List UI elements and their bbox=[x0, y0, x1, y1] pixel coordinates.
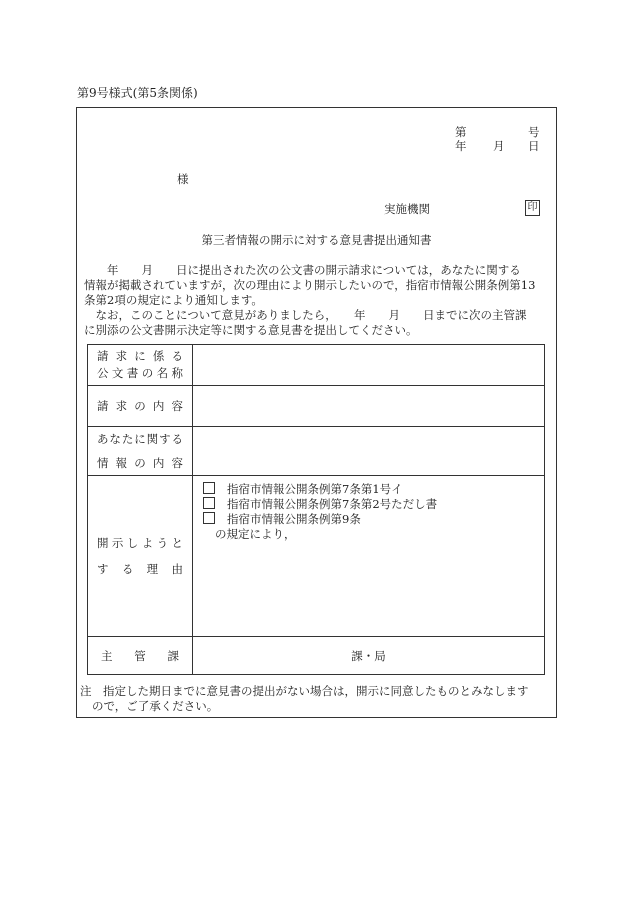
checkbox-icon[interactable] bbox=[203, 512, 215, 524]
your-info-field[interactable] bbox=[193, 427, 545, 476]
date-month: 月 bbox=[493, 139, 505, 153]
reason-option[interactable]: 指宿市情報公開条例第7条第1号イ bbox=[203, 482, 544, 497]
addressee-suffix: 様 bbox=[177, 172, 189, 186]
footnote bbox=[80, 684, 556, 714]
footnote-line: ので，ご了承ください。 bbox=[92, 699, 219, 713]
reason-option[interactable]: 指宿市情報公開条例第7条第2号ただし書 bbox=[203, 497, 544, 512]
body-text bbox=[84, 263, 554, 338]
body-line: なお，このことについて意見がありましたら， 年 月 日までに次の主管課 bbox=[84, 308, 527, 322]
table-row bbox=[88, 637, 545, 675]
agency-label: 実施機関 bbox=[384, 202, 430, 216]
reason-option[interactable]: 指宿市情報公開条例第9条 bbox=[203, 512, 544, 527]
table-row bbox=[88, 427, 545, 476]
info-table bbox=[87, 344, 545, 675]
request-document-field[interactable] bbox=[193, 345, 545, 386]
table-row bbox=[88, 345, 545, 386]
date-year: 年 bbox=[455, 139, 467, 153]
body-line: に別添の公文書開示決定等に関する意見書を提出してください。 bbox=[84, 323, 418, 337]
table-row bbox=[88, 476, 545, 637]
checkbox-icon[interactable] bbox=[203, 497, 215, 509]
body-line: 情報が掲載されていますが，次の理由により開示したいので，指宿市情報公開条例第13 bbox=[84, 278, 536, 292]
reason-tail: の規定により， bbox=[215, 527, 296, 541]
your-info-label: あなたに関する 情報の内容 bbox=[88, 427, 193, 476]
number-suffix: 号 bbox=[528, 125, 540, 139]
number-prefix: 第 bbox=[455, 125, 467, 139]
footnote-line: 注 指定した期日までに意見書の提出がない場合は，開示に同意したものとみなします bbox=[80, 684, 529, 698]
checkbox-icon[interactable] bbox=[203, 482, 215, 494]
reason-label: 開示しようと する理由 bbox=[88, 476, 193, 637]
body-line: 条第2項の規定により通知します。 bbox=[84, 293, 263, 307]
seal-mark: 印 bbox=[525, 200, 540, 216]
request-content-field[interactable] bbox=[193, 386, 545, 427]
document-title: 第三者情報の開示に対する意見書提出通知書 bbox=[201, 233, 432, 247]
table-row bbox=[88, 386, 545, 427]
reason-options bbox=[193, 476, 545, 637]
body-line: 年 月 日に提出された次の公文書の開示請求については，あなたに関する bbox=[84, 263, 521, 277]
department-label: 主管課 bbox=[88, 637, 193, 675]
request-content-label: 請求の内容 bbox=[88, 386, 193, 427]
department-field[interactable]: 課・局 bbox=[193, 637, 545, 675]
request-document-label: 請求に係る 公文書の名称 bbox=[88, 345, 193, 386]
date-day: 日 bbox=[528, 139, 540, 153]
form-number-label: 第9号様式(第5条関係) bbox=[77, 86, 198, 100]
